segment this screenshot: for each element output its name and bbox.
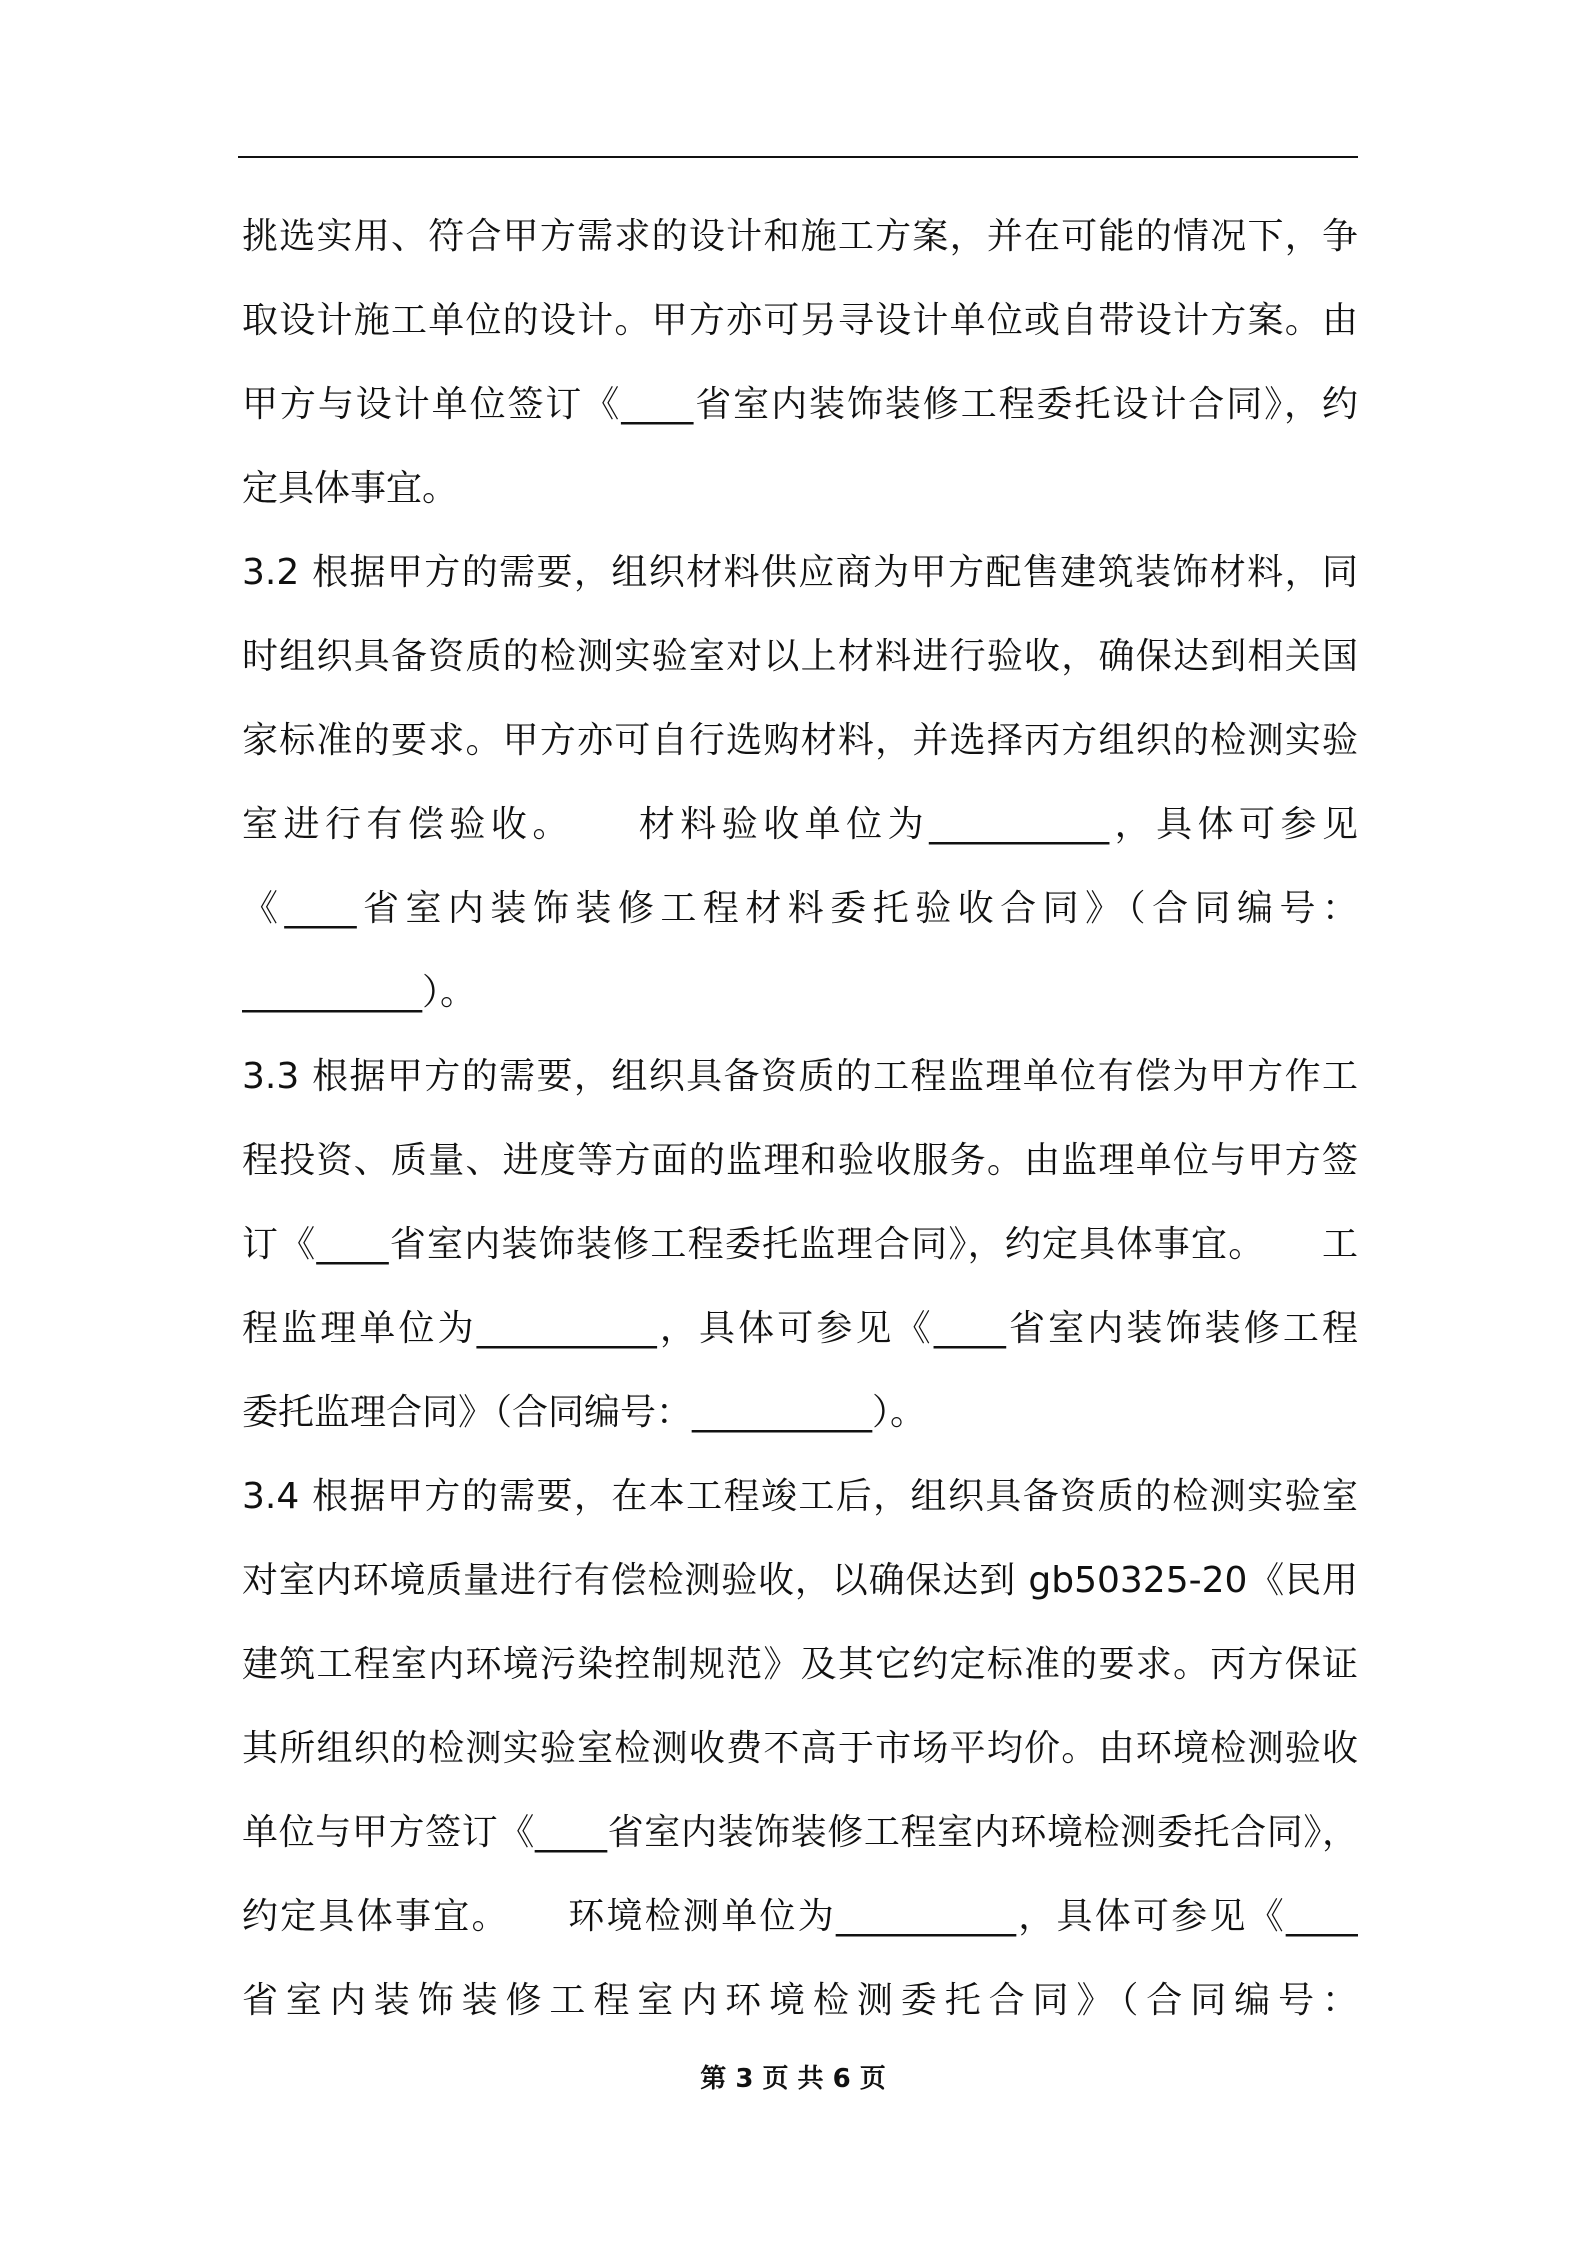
text-line: 定具体事宜。: [242, 468, 459, 509]
text-line: 甲方与设计单位签订《____省室内装饰装修工程委托设计合同》，约: [242, 384, 1358, 425]
text-line: 单位与甲方签订《____省室内装饰装修工程室内环境检测委托合同》，: [242, 1812, 1358, 1853]
text-line: 《____省室内装饰装修工程材料委托验收合同》（合同编号：: [242, 888, 1358, 929]
text-line: __________）。: [242, 972, 477, 1013]
text-line: 时组织具备资质的检测实验室对以上材料进行验收，确保达到相关国: [242, 636, 1358, 677]
text-line: 程投资、质量、进度等方面的监理和验收服务。由监理单位与甲方签: [242, 1140, 1358, 1181]
text-line: 其所组织的检测实验室检测收费不高于市场平均价。由环境检测验收: [242, 1728, 1358, 1769]
header-rule: [238, 156, 1358, 158]
text-line: 省室内装饰装修工程室内环境检测委托合同》（合同编号：: [242, 1980, 1358, 2021]
document-body: [242, 195, 1358, 2043]
text-line: 对室内环境质量进行有偿检测验收，以确保达到 gb50325-20《民用: [242, 1560, 1358, 1601]
text-line: 取设计施工单位的设计。甲方亦可另寻设计单位或自带设计方案。由: [242, 300, 1358, 341]
text-line: 程监理单位为__________，具体可参见《____省室内装饰装修工程: [242, 1308, 1358, 1349]
text-line: 3.4 根据甲方的需要，在本工程竣工后，组织具备资质的检测实验室: [242, 1476, 1358, 1517]
text-line: 订《____省室内装饰装修工程委托监理合同》，约定具体事宜。 工: [242, 1224, 1358, 1265]
text-line: 室进行有偿验收。 材料验收单位为__________，具体可参见: [242, 804, 1358, 845]
text-line: 建筑工程室内环境污染控制规范》及其它约定标准的要求。丙方保证: [242, 1644, 1358, 1685]
text-line: 委托监理合同》（合同编号：__________）。: [242, 1392, 927, 1433]
text-line: 家标准的要求。甲方亦可自行选购材料，并选择丙方组织的检测实验: [242, 720, 1358, 761]
text-line: 挑选实用、符合甲方需求的设计和施工方案，并在可能的情况下，争: [242, 216, 1358, 257]
text-line: 约定具体事宜。 环境检测单位为__________，具体可参见《____: [242, 1896, 1358, 1937]
page-number: 第 3 页 共 6 页: [700, 2064, 886, 2094]
text-line: 3.2 根据甲方的需要，组织材料供应商为甲方配售建筑装饰材料，同: [242, 552, 1358, 593]
text-line: 3.3 根据甲方的需要，组织具备资质的工程监理单位有偿为甲方作工: [242, 1056, 1358, 1097]
